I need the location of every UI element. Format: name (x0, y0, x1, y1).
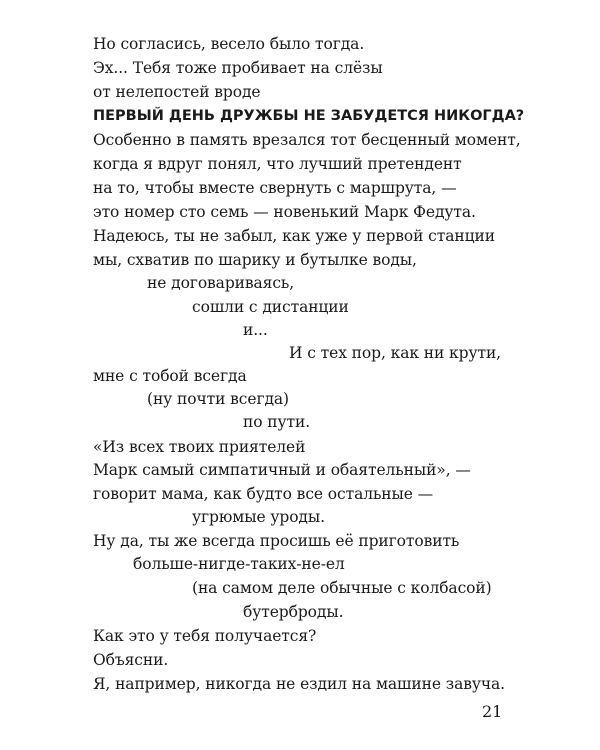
text-line: Объясни. (93, 651, 169, 669)
text-line: Ну да, ты же всегда просишь её приготовить (93, 532, 460, 550)
text-line: мне с тобой всегда (93, 367, 247, 385)
text-line: бутерброды. (243, 603, 344, 621)
text-line: больше-нигде-таких-не-ел (133, 555, 345, 573)
text-line: сошли с дистанции (192, 298, 349, 316)
text-line: Эх... Тебя тоже пробивает на слёзы (93, 59, 383, 77)
text-line: мы, схватив по шарику и бутылке воды, (93, 251, 417, 269)
text-line: «Из всех твоих приятелей (93, 438, 306, 456)
text-line: Марк самый симпатичный и обаятельный», — (93, 461, 471, 479)
text-line: говорит мама, как будто все остальные — (93, 485, 434, 503)
text-line: на то, чтобы вместе свернуть с маршрута, — (93, 179, 457, 197)
text-line: от нелепостей вроде (93, 83, 261, 101)
text-line: не договариваясь, (147, 274, 295, 292)
text-line: когда я вдруг понял, что лучший претендент (93, 155, 462, 173)
text-line: угрюмые уроды. (192, 508, 325, 526)
text-line: Как это у тебя получается? (93, 627, 317, 645)
text-line: по пути. (243, 413, 311, 431)
text-line: И с тех пор, как ни крути, (289, 344, 502, 362)
text-line: Надеюсь, ты не забыл, как уже у первой станции (93, 227, 495, 245)
text-line: (ну почти всегда) (147, 390, 290, 408)
text-line: (на самом деле обычные с колбасой) (192, 579, 492, 597)
text-line: Но согласись, весело было тогда. (93, 35, 365, 53)
text-line: и... (243, 321, 268, 339)
text-line: Я, например, никогда не ездил на машине завуча. (93, 675, 505, 693)
heading-line: ПЕРВЫЙ ДЕНЬ ДРУЖБЫ НЕ ЗАБУДЕТСЯ НИКОГДА? (93, 108, 525, 124)
text-line: это номер сто семь — новенький Марк Федута. (93, 203, 476, 221)
text-line: Особенно в память врезался тот бесценный момент, (93, 131, 521, 149)
page-number: 21 (482, 702, 503, 721)
